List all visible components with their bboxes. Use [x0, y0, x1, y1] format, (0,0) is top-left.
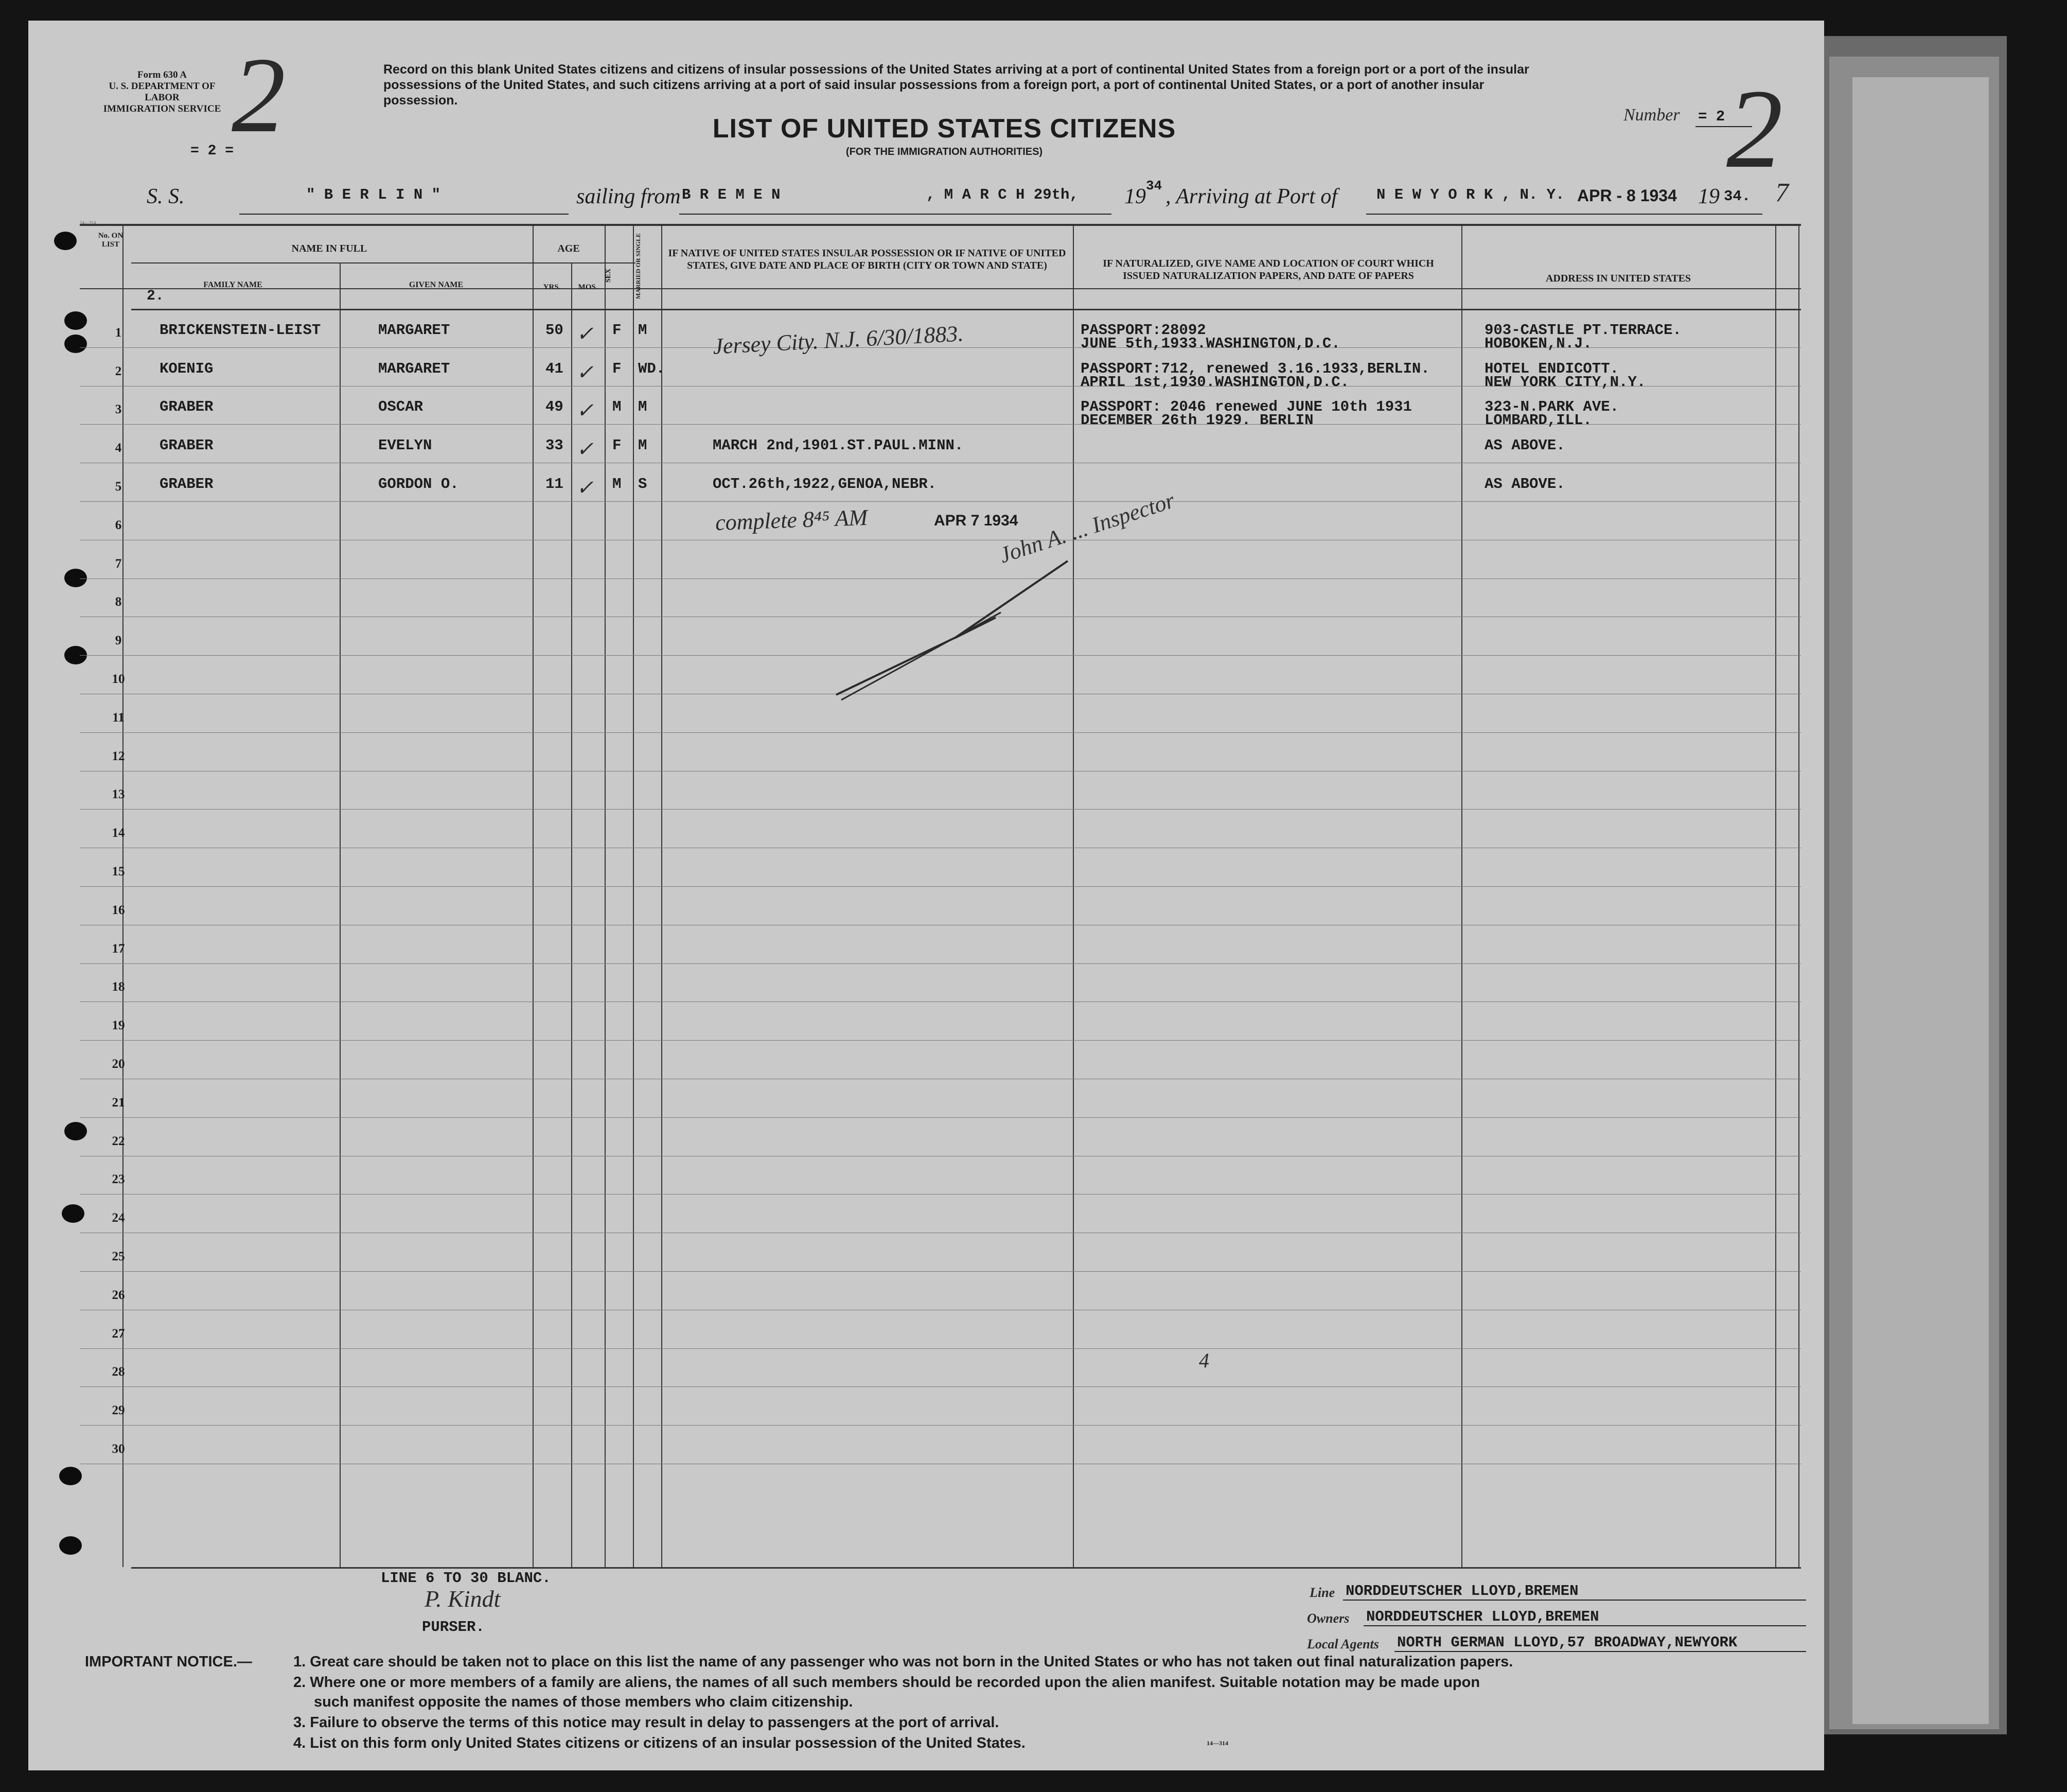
age-years: 11: [545, 476, 563, 493]
notice-2b: such manifest opposite the names of those members who claim citizenship.: [314, 1694, 853, 1710]
book-page-edge: [1852, 77, 1989, 1724]
number-label: Number: [1623, 106, 1680, 125]
from-underline: [679, 214, 1111, 215]
row-number: 15: [112, 865, 125, 879]
family-name: KOENIG: [160, 360, 214, 377]
important-notice-label: IMPORTANT NOTICE.—: [85, 1654, 252, 1670]
age-check: ✓: [576, 322, 594, 345]
row-rule: [80, 809, 1801, 810]
age-years: 50: [545, 321, 563, 339]
from-port: B R E M E N: [682, 186, 781, 203]
col-divider: [1073, 224, 1074, 1567]
age-check: ✓: [576, 360, 594, 384]
purser-label: PURSER.: [422, 1619, 485, 1636]
header-family-name: FAMILY NAME: [203, 280, 262, 289]
address-line1: AS ABOVE.: [1485, 437, 1565, 454]
header-yrs: YRS.: [543, 283, 561, 291]
number-hand: 2: [1726, 66, 1783, 191]
row-number: 22: [112, 1134, 125, 1148]
naturalization-line1: PASSPORT:712, renewed 3.16.1933,BERLIN.: [1081, 360, 1430, 377]
marital-status: M: [638, 321, 647, 339]
purser-signature: P. Kindt: [425, 1586, 501, 1612]
marital-status: WD.: [638, 360, 665, 377]
naturalization-line1: PASSPORT: 2046 renewed JUNE 10th 1931: [1081, 398, 1412, 416]
row-rule: [80, 1348, 1801, 1349]
row-rule: [80, 1117, 1801, 1118]
ship-name: " B E R L I N ": [306, 186, 441, 203]
form-number: Form 630 A: [137, 69, 187, 80]
row-number: 11: [112, 710, 125, 725]
marital-status: M: [638, 398, 647, 416]
address-line2: HOBOKEN,N.J.: [1485, 335, 1592, 352]
page-subtitle: (FOR THE IMMIGRATION AUTHORITIES): [845, 146, 1043, 157]
family-name: GRABER: [160, 476, 214, 493]
col-divider: [1775, 224, 1776, 1567]
col-divider: [1461, 224, 1462, 1567]
header-address: ADDRESS IN UNITED STATES: [1545, 273, 1691, 284]
line-value: NORDDEUTSCHER LLOYD,BREMEN: [1346, 1583, 1579, 1600]
row-rule: [80, 1271, 1801, 1272]
line-label: Line: [1310, 1585, 1335, 1600]
table-bottom: [131, 1567, 1801, 1569]
given-name: MARGARET: [378, 360, 450, 377]
notice-2a: 2. Where one or more members of a family are aliens, the names of all such members should be recorded upon the alien manifest. Suitable notation may be made upon: [293, 1674, 1480, 1691]
inspector-signature: John A. ... Inspector: [996, 487, 1178, 568]
row-number: 5: [115, 480, 122, 494]
given-name: OSCAR: [378, 398, 423, 416]
row-rule: [80, 886, 1801, 887]
address-line2: NEW YORK CITY,N.Y.: [1485, 373, 1646, 391]
owners-value: NORDDEUTSCHER LLOYD,BREMEN: [1366, 1608, 1599, 1625]
birth-info: MARCH 2nd,1901.ST.PAUL.MINN.: [713, 437, 964, 454]
row-number: 29: [112, 1403, 125, 1418]
family-name: GRABER: [160, 398, 214, 416]
binder-hole: [64, 1122, 87, 1140]
col-divider: [533, 224, 534, 1567]
form-id-block: [100, 69, 224, 115]
row-number: 21: [112, 1095, 125, 1110]
row-number: 28: [112, 1365, 125, 1379]
marital-status: S: [638, 476, 647, 493]
row-number: 26: [112, 1288, 125, 1302]
marital-status: M: [638, 437, 647, 454]
birth-info: OCT.26th,1922,GENOA,NEBR.: [713, 476, 937, 493]
row-number: 30: [112, 1442, 125, 1456]
year-prefix: 19: [1124, 185, 1146, 208]
row-rule: [80, 1386, 1801, 1387]
line-underline: [1343, 1600, 1806, 1601]
birth-handwritten: Jersey City. N.J. 6/30/1883.: [712, 321, 964, 359]
sex: F: [612, 360, 622, 377]
header-name-in-full: NAME IN FULL: [291, 243, 367, 254]
ss-label: S. S.: [147, 185, 185, 208]
number-typed: = 2: [1698, 108, 1725, 125]
row-number: 10: [112, 672, 125, 686]
arrival-stamp: APR - 8 1934: [1577, 186, 1677, 205]
header-given-name: GIVEN NAME: [409, 280, 464, 289]
row-rule: [80, 501, 1801, 502]
sex: F: [612, 321, 622, 339]
binder-hole: [64, 335, 87, 353]
binder-hole: [54, 232, 77, 250]
col-divider: [605, 224, 606, 1567]
row-number: 1: [115, 325, 122, 340]
row-number: 17: [112, 941, 125, 956]
age-years: 49: [545, 398, 563, 416]
naturalization-line2: DECEMBER 26th 1929. BERLIN: [1081, 412, 1314, 429]
row-number: 19: [112, 1018, 125, 1033]
col-divider: [571, 262, 572, 1567]
row-number: 23: [112, 1172, 125, 1187]
address-line1: 323-N.PARK AVE.: [1485, 398, 1619, 416]
service: IMMIGRATION SERVICE: [103, 103, 221, 114]
row-number: 12: [112, 749, 125, 763]
sex: F: [612, 437, 622, 454]
row-number: 9: [115, 634, 122, 648]
naturalization-line2: JUNE 5th,1933.WASHINGTON,D.C.: [1081, 335, 1340, 352]
row-number: 27: [112, 1326, 125, 1341]
row-number: 16: [112, 903, 125, 917]
header-married-single: MARRIED OR SINGLE: [634, 233, 642, 300]
sail-date: , M A R C H 29th,: [926, 186, 1079, 203]
row-rule: [80, 963, 1801, 964]
given-name: EVELYN: [378, 437, 432, 454]
row-number: 6: [115, 518, 122, 532]
header-bottom: [131, 309, 1801, 310]
family-name: GRABER: [160, 437, 214, 454]
sex: M: [612, 476, 622, 493]
sex: M: [612, 398, 622, 416]
port-underline: [1366, 214, 1762, 215]
naturalization-line1: PASSPORT:28092: [1081, 321, 1206, 339]
age-check: ✓: [576, 399, 594, 423]
stray-mark: 4: [1199, 1349, 1209, 1372]
row-rule: [80, 732, 1801, 733]
row-number: 25: [112, 1250, 125, 1263]
age-divider: [131, 262, 635, 263]
age-check: ✓: [576, 437, 594, 461]
agents-label: Local Agents: [1307, 1637, 1379, 1652]
row-number: 18: [112, 980, 125, 994]
year-suffix: 34: [1146, 178, 1162, 194]
ship-underline: [239, 214, 569, 215]
header-no-on-list: No. ON LIST: [98, 232, 123, 249]
address-line1: 903-CASTLE PT.TERRACE.: [1485, 321, 1682, 339]
sailing-label: sailing from: [576, 185, 681, 208]
row-number: 3: [115, 402, 122, 417]
binder-hole: [62, 1204, 84, 1223]
address-line1: AS ABOVE.: [1485, 476, 1565, 493]
given-name: GORDON O.: [378, 476, 459, 493]
row-number: 4: [115, 441, 122, 455]
row-number: 7: [115, 556, 122, 571]
page-count: 7: [1775, 178, 1789, 207]
age-years: 33: [545, 437, 563, 454]
owners-label: Owners: [1307, 1611, 1350, 1626]
blank-lines-note: LINE 6 TO 30 BLANC.: [381, 1570, 551, 1587]
notice-4: 4. List on this form only United States citizens or citizens of an insular possession of the United States.: [293, 1735, 1026, 1751]
arrival-year: 19: [1698, 185, 1720, 208]
department: U. S. DEPARTMENT OF LABOR: [109, 81, 216, 103]
notice-1: 1. Great care should be taken not to place on this list the name of any passenger who was not born in the United States or who has not taken out final naturalization papers.: [293, 1654, 1513, 1670]
header-sex: SEX: [605, 268, 612, 283]
col-divider: [633, 224, 634, 1567]
row-rule: [80, 1040, 1801, 1041]
family-name: BRICKENSTEIN-LEIST: [160, 321, 321, 339]
given-name: MARGARET: [378, 321, 450, 339]
arrival-year2: 34.: [1724, 188, 1751, 205]
age-years: 41: [545, 360, 563, 377]
header-naturalized: IF NATURALIZED, GIVE NAME AND LOCATION OF COURT WHICH ISSUED NATURALIZATION PAPERS, AND DATE OF PAPERS: [1103, 258, 1434, 282]
naturalization-line2: APRIL 1st,1930.WASHINGTON,D.C.: [1081, 373, 1350, 391]
signature-flourish: [831, 525, 1099, 710]
row-number: 2: [115, 364, 122, 378]
col-divider: [1798, 224, 1799, 1567]
address-line2: LOMBARD,ILL.: [1485, 412, 1592, 429]
complete-stamp: APR 7 1934: [934, 512, 1018, 529]
binder-hole: [59, 1536, 82, 1555]
binder-hole: [64, 311, 87, 330]
header-birth: IF NATIVE OF UNITED STATES INSULAR POSSESSION OR IF NATIVE OF UNITED STATES, GIVE DATE AND PLACE OF BIRTH (CITY OR TOWN AND STATE): [668, 248, 1066, 271]
address-line1: HOTEL ENDICOTT.: [1485, 360, 1619, 377]
col-divider: [340, 262, 341, 1567]
page-mark: = 2 =: [190, 143, 234, 159]
header-mos: MOS.: [578, 283, 598, 291]
list-marker: 2.: [147, 288, 164, 304]
print-code: 14—314: [80, 220, 96, 225]
page-title: LIST OF UNITED STATES CITIZENS: [712, 114, 1176, 144]
arriving-label: , Arriving at Port of: [1165, 185, 1338, 208]
owners-underline: [1364, 1625, 1806, 1626]
table-top-border: [80, 224, 1801, 226]
complete-note: complete 8⁴⁵ AM: [715, 504, 868, 536]
binder-hole: [59, 1467, 82, 1485]
row-number: 8: [115, 595, 122, 609]
col-divider: [661, 224, 662, 1567]
row-rule: [80, 1425, 1801, 1426]
header-age: AGE: [557, 243, 580, 254]
row-number: 20: [112, 1057, 125, 1071]
arrival-port: N E W Y O R K , N. Y.: [1376, 186, 1565, 203]
notice-3: 3. Failure to observe the terms of this notice may result in delay to passengers at the port of arrival.: [293, 1714, 999, 1731]
hand-page-number: 2: [232, 36, 286, 155]
row-number: 24: [112, 1211, 125, 1225]
row-number: 13: [112, 787, 125, 802]
agents-value: NORTH GERMAN LLOYD,57 BROADWAY,NEWYORK: [1397, 1634, 1738, 1651]
age-check: ✓: [576, 476, 594, 499]
row-number: 14: [112, 826, 125, 840]
footer-code: 14—314: [1207, 1740, 1228, 1747]
top-notice: Record on this blank United States citizens and citizens of insular possessions of the United States arriving at a port of continental United States from a foreign port or a port of the insular possessions of the United States, and such citizens arriving at a port of said insular possessions from a foreign port, a port of continental United States, or a port of another insular possession.: [383, 62, 1529, 108]
manifest-sheet: [28, 21, 1824, 1770]
